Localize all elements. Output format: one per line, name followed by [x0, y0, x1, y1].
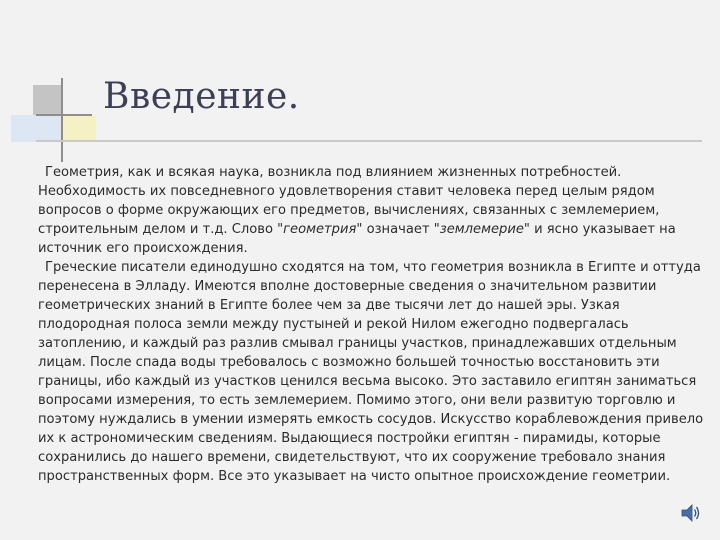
paragraph1-part1: Геометрия, как и всякая наука, возникла под влиянием жизненных потребностей. Необходимость их повседневного удовлетворения ставит человека перед целым рядом вопросов о форме окружающих его предметов, вычислениях, связанных с землемерием, строительным делом и т.д. Слово ": [38, 165, 660, 237]
corner-squares-decoration-icon: [0, 0, 120, 170]
paragraph-egypt-history: Греческие писатели единодушно сходятся на том, что геометрия возникла в Египте и оттуда перенесена в Элладу. Имеются вполне достоверные сведения о значительном развитии геометрических знаний в Египте более чем за две тысячи лет до нашей эры. Узкая плодородная полоса земли между пустыней и рекой Нилом ежегодно подвергалась затоплению, и каждый раз разлив смывал границы участков, принадлежавших отдельным лицам. После спада воды требовалось с возможно большей точностью восстановить эти границы, ибо каждый из участков ценился весьма высоко. Это заставило египтян заниматься вопросами измерения, то есть землемерием. Помимо этого, они вели развитую торговлю и поэтому нуждались в умении измерять емкость сосудов. Искусство кораблевождения привело их к астрономическим сведениям. Выдающиеся постройки египтян - пирамиды, которые сохранились до нашего времени, свидетельствуют, что их сооружение требовало знания пространственных форм. Все это указывает на чисто опытное происхождение геометрии.: [38, 260, 704, 484]
term-land-surveying: землемерие: [439, 222, 524, 237]
sound-speaker-icon[interactable]: [680, 502, 702, 524]
paragraph-geometry-origin: [38, 163, 710, 258]
paragraph1-part2: " означает ": [356, 222, 440, 237]
paragraph1-part3: " и ясно указывает на источник его происхождения.: [38, 222, 676, 256]
title-divider: [36, 140, 702, 142]
term-geometry: геометрия: [283, 222, 357, 237]
body-text: [38, 163, 710, 486]
slide-title: Введение.: [103, 76, 300, 117]
